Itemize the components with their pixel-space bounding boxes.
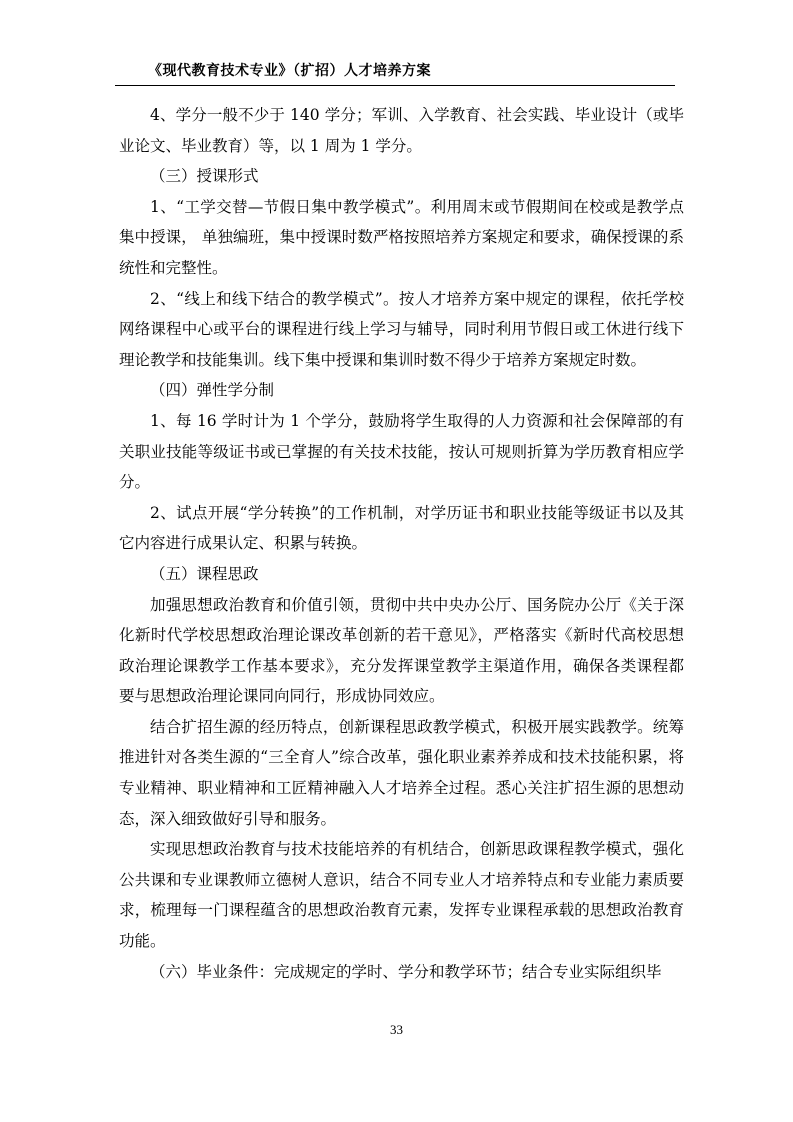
paragraph-online-offline-mode: 2、“线上和线下结合的教学模式”。按人才培养方案中规定的课程，依托学校网络课程中心或平台的课程进行线上学习与辅导，同时利用节假日或工休进行线下理论教学和技能集训。线下集中授课和集训时数不得少于培养方案规定时数。 [119, 289, 684, 369]
paragraph-work-study-mode: 1、“工学交替—节假日集中教学模式”。利用周末或节假期间在校或是教学点集中授课， 单独编班，集中授课时数严格按照培养方案规定和要求，确保授课的系统性和完整性。 [119, 197, 684, 277]
paragraph-ideology-guidance: 加强思想政治教育和价值引领，贯彻中共中央办公厅、国务院办公厅《关于深化新时代学校思想政治理论课改革创新的若干意见》，严格落实《新时代高校思想政治理论课教学工作基本要求》，充分发挥课堂教学主渠道作用，确保各类课程都要与思想政治理论课同向同行，形成协同效应。 [119, 595, 684, 706]
paragraph-credits-rule: 4、学分一般不少于 140 学分；军训、入学教育、社会实践、毕业设计（或毕业论文、毕业教育）等，以 1 周为 1 学分。 [119, 106, 684, 155]
paragraph-credit-conversion: 1、每 16 学时计为 1 个学分，鼓励将学生取得的人力资源和社会保障部的有关职业技能等级证书或已掌握的有关技术技能，按认可规则折算为学历教育相应学分。 [119, 411, 684, 492]
paragraph-credit-transfer-pilot: 2、试点开展“学分转换”的工作机制，对学历证书和职业技能等级证书以及其它内容进行成果认定、积累与转换。 [119, 503, 684, 553]
section-heading-flexible-credits: （四）弹性学分制 [150, 381, 275, 400]
header-divider [115, 85, 675, 86]
paragraph-ideology-integration: 实现思想政治教育与技术技能培养的有机结合，创新思政课程教学模式，强化公共课和专业课教师立德树人意识，结合不同专业人才培养特点和专业能力素质要求，梳理每一门课程蕴含的思想政治教育元素，发挥专业课程承载的思想政治教育功能。 [119, 840, 684, 951]
header-title: 《现代教育技术专业》（扩招）人才培养方案 [148, 63, 431, 79]
page-number: 33 [390, 1022, 403, 1037]
paragraph-graduation-conditions: （六）毕业条件：完成规定的学时、学分和教学环节；结合专业实际组织毕 [150, 962, 662, 981]
section-heading-course-ideology: （五）课程思政 [150, 564, 259, 583]
body-text [119, 100, 684, 987]
section-heading-teaching-form: （三）授课形式 [150, 167, 259, 186]
paragraph-ideology-practice: 结合扩招生源的经历特点，创新课程思政教学模式，积极开展实践教学。统筹推进针对各类生源的“三全育人”综合改革，强化职业素养养成和技术技能积累，将专业精神、职业精神和工匠精神融入人才培养全过程。悉心关注扩招生源的思想动态，深入细致做好引导和服务。 [119, 717, 684, 828]
